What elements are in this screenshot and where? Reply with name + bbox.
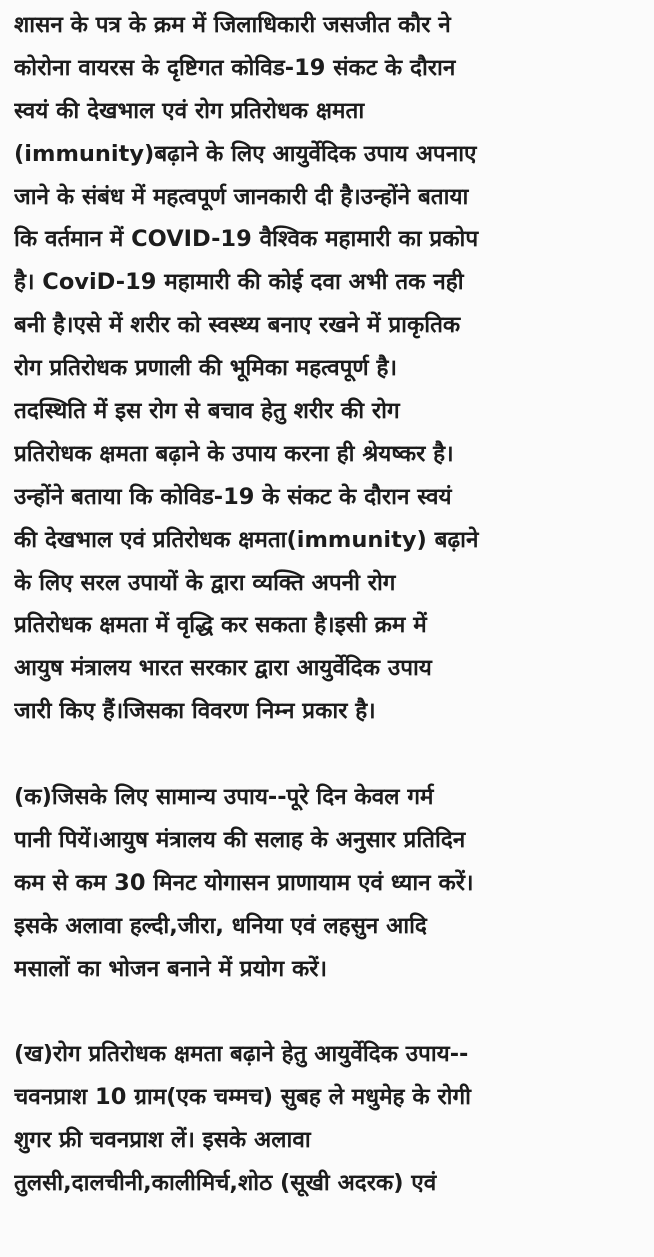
text-line: जाने के संबंध में महत्वपूर्ण जानकारी दी है।उन्होंने बताया <box>14 183 469 210</box>
text-line: की देखभाल एवं प्रतिरोधक क्षमता(immunity) बढ़ाने <box>14 526 479 553</box>
text-line: पानी पियें।आयुष मंत्रालय की सलाह के अनुसार प्रतिदिन <box>14 826 466 853</box>
text-line: शासन के पत्र के क्रम में जिलाधिकारी जसजीत कौर ने <box>14 12 451 38</box>
text-line: शुगर फ्री चवनप्राश लें। इसके अलावा <box>14 1127 311 1154</box>
text-line: तदस्थिति में इस रोग से बचाव हेतु शरीर की रोग <box>14 398 400 425</box>
paragraph-spacer <box>14 990 654 1033</box>
text-line: कोरोना वायरस के दृष्टिगत कोविड-19 संकट के दौरान <box>14 54 456 81</box>
text-line: उन्होंने बताया कि कोविड-19 के संकट के दौरान स्वयं <box>14 483 452 510</box>
text-line: (क)जिसके लिए सामान्य उपाय--पूरे दिन केवल गर्म <box>14 784 434 811</box>
text-line: कम से कम 30 मिनट योगासन प्राणायाम एवं ध्यान करें। <box>14 869 474 896</box>
text-line: तुलसी,दालचीनी,कालीमिर्च,शोठ (सूखी अदरक) एवं <box>14 1170 437 1197</box>
text-line: इसके अलावा हल्दी,जीरा, धनिया एवं लहसुन आदि <box>14 912 427 939</box>
text-line: स्वयं की देखभाल एवं रोग प्रतिरोधक क्षमता <box>14 97 365 124</box>
text-line: मसालों का भोजन बनाने में प्रयोग करें। <box>14 955 327 982</box>
text-line: (immunity)बढ़ाने के लिए आयुर्वेदिक उपाय अपनाए <box>14 140 477 167</box>
paragraph-spacer <box>14 733 654 776</box>
text-line: के लिए सरल उपायों के द्वारा व्यक्ति अपनी रोग <box>14 569 396 596</box>
paragraph-intro <box>14 4 654 733</box>
text-line: प्रतिरोधक क्षमता में वृद्धि कर सकता है।इसी क्रम में <box>14 612 427 639</box>
text-line: (ख)रोग प्रतिरोधक क्षमता बढ़ाने हेतु आयुर्वेदिक उपाय-- <box>14 1041 469 1068</box>
text-line: प्रतिरोधक क्षमता बढ़ाने के उपाय करना ही श्रेयष्कर है। <box>14 440 454 467</box>
text-line: कि वर्तमान में COVID-19 वैश्विक महामारी का प्रकोप <box>14 226 479 253</box>
text-line: रोग प्रतिरोधक प्रणाली की भूमिका महत्वपूर्ण है। <box>14 355 397 382</box>
text-line: बनी है।एसे में शरीर को स्वस्थ्य बनाए रखने में प्राकृतिक <box>14 312 461 339</box>
text-line: चवनप्राश 10 ग्राम(एक चम्मच) सुबह ले मधुमेह के रोगी <box>14 1084 471 1111</box>
text-line: है। CoviD-19 महामारी की कोई दवा अभी तक नही <box>14 269 464 296</box>
paragraph-ayurvedic-measures <box>14 1033 654 1205</box>
text-line: जारी किए हैं।जिसका विवरण निम्न प्रकार है। <box>14 698 376 725</box>
paragraph-general-measures <box>14 776 654 990</box>
text-line: आयुष मंत्रालय भारत सरकार द्वारा आयुर्वेदिक उपाय <box>14 655 432 682</box>
